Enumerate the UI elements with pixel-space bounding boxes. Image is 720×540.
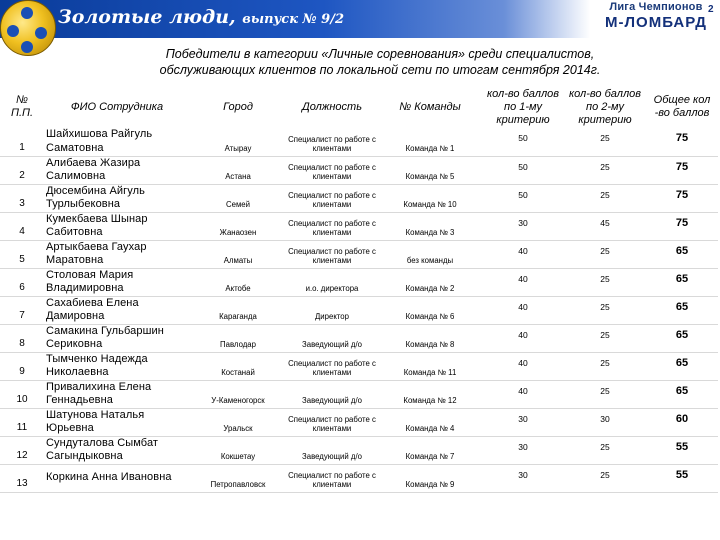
cell-num: 10 xyxy=(16,393,28,405)
header-name: ФИО Сотрудника xyxy=(70,100,164,113)
cell-city: Астана xyxy=(225,171,251,181)
table-row xyxy=(0,436,718,464)
cell-name: Шатунова Наталья Юрьевна xyxy=(46,408,145,434)
cell-num: 11 xyxy=(16,421,28,433)
cell-team: Команда № 2 xyxy=(405,283,455,293)
table-row xyxy=(0,380,718,408)
cell-s2: 25 xyxy=(600,273,610,284)
logo-line-2: М-ЛОМБАРД xyxy=(605,14,707,31)
table-row xyxy=(0,268,718,296)
cell-num: 1 xyxy=(19,141,25,153)
cell-name: Коркина Анна Ивановна xyxy=(46,471,172,484)
table-row xyxy=(0,296,718,324)
table-row xyxy=(0,128,718,156)
cell-position: Заведующий д/о xyxy=(302,340,362,349)
cell-s2: 25 xyxy=(600,189,610,200)
cell-total: 55 xyxy=(675,440,689,453)
cell-name: Привалихина Елена Геннадьевна xyxy=(46,380,152,406)
cell-total: 60 xyxy=(675,412,689,425)
cell-s1: 50 xyxy=(518,133,528,143)
cell-city: Атырау xyxy=(224,143,252,153)
cell-city: Петропавловск xyxy=(210,479,266,489)
cell-s1: 40 xyxy=(518,273,528,284)
winners-table xyxy=(0,86,718,493)
cell-team: Команда № 10 xyxy=(403,199,457,209)
cell-team: Команда № 9 xyxy=(405,479,455,489)
page-number: 2 xyxy=(708,4,714,15)
header-position: Должность xyxy=(301,100,362,113)
cell-s2: 30 xyxy=(600,413,610,424)
cell-position: Специалист по работе с клиентами xyxy=(288,414,376,433)
header-score1: кол-во баллов по 1-му критерию xyxy=(486,87,560,126)
cell-num: 3 xyxy=(19,197,25,209)
cell-city: Уральск xyxy=(223,423,253,433)
cell-team: Команда № 4 xyxy=(405,423,455,433)
cell-total: 65 xyxy=(675,244,689,257)
newsletter-title: Золотые люди, выпуск № 9/2 xyxy=(58,6,345,28)
football-logo-icon xyxy=(0,0,56,56)
cell-position: и.о. директора xyxy=(305,284,359,293)
cell-s1: 30 xyxy=(518,469,528,480)
table-row xyxy=(0,212,718,240)
cell-city: Алматы xyxy=(223,255,253,265)
cell-name: Алибаева Жазира Салимовна xyxy=(46,156,141,182)
cell-s1: 30 xyxy=(518,413,528,424)
cell-team: Команда № 1 xyxy=(405,143,455,153)
cell-team: Команда № 11 xyxy=(403,367,457,377)
cell-s2: 25 xyxy=(600,301,610,312)
cell-position: Заведующий д/о xyxy=(302,396,362,405)
cell-position: Заведующий д/о xyxy=(302,452,362,461)
table-row xyxy=(0,324,718,352)
cell-team: Команда № 12 xyxy=(403,395,457,405)
cell-num: 6 xyxy=(19,281,25,293)
cell-name: Самакина Гульбаршин Сериковна xyxy=(46,324,164,350)
cell-num: 7 xyxy=(19,309,25,321)
cell-city: Костанай xyxy=(221,367,255,377)
cell-s2: 25 xyxy=(600,245,610,256)
cell-num: 5 xyxy=(19,253,25,265)
cell-team: Команда № 8 xyxy=(405,339,455,349)
cell-team: Команда № 6 xyxy=(405,311,455,321)
cell-total: 65 xyxy=(675,356,689,369)
cell-total: 75 xyxy=(675,216,689,229)
table-row xyxy=(0,352,718,380)
cell-s1: 40 xyxy=(518,245,528,256)
header-city: Город xyxy=(223,100,253,113)
page-subtitle xyxy=(80,46,680,78)
cell-s1: 40 xyxy=(518,385,528,396)
cell-s2: 25 xyxy=(600,357,610,368)
cell-city: Актобе xyxy=(225,283,251,293)
cell-city: Кокшетау xyxy=(220,451,256,461)
cell-name: Артыкбаева Гаухар Маратовна xyxy=(46,240,147,266)
cell-name: Дюсембина Айгуль Турлыбековна xyxy=(46,184,145,210)
cell-total: 75 xyxy=(675,132,689,144)
cell-position: Специалист по работе с клиентами xyxy=(288,162,376,181)
cell-position: Специалист по работе с клиентами xyxy=(288,470,376,489)
cell-s2: 25 xyxy=(600,161,610,172)
cell-num: 2 xyxy=(19,169,25,181)
cell-s2: 25 xyxy=(600,441,610,452)
cell-s1: 30 xyxy=(518,441,528,452)
table-row xyxy=(0,408,718,436)
cell-s2: 25 xyxy=(600,469,610,480)
table-row xyxy=(0,464,718,492)
cell-num: 12 xyxy=(16,449,28,461)
cell-team: без команды xyxy=(406,255,454,265)
header-team: № Команды xyxy=(399,100,461,113)
cell-position: Специалист по работе с клиентами xyxy=(288,246,376,265)
cell-s2: 25 xyxy=(600,385,610,396)
cell-s2: 25 xyxy=(600,133,610,143)
cell-s1: 50 xyxy=(518,189,528,200)
cell-num: 9 xyxy=(19,365,25,377)
cell-total: 65 xyxy=(675,328,689,341)
cell-team: Команда № 7 xyxy=(405,451,455,461)
cell-s1: 40 xyxy=(518,357,528,368)
cell-team: Команда № 3 xyxy=(405,227,455,237)
cell-num: 13 xyxy=(16,477,28,489)
cell-s2: 25 xyxy=(600,329,610,340)
cell-name: Столовая Мария Владимировна xyxy=(46,268,134,294)
cell-s1: 50 xyxy=(518,161,528,172)
cell-total: 75 xyxy=(675,188,689,201)
cell-s1: 40 xyxy=(518,301,528,312)
table-row xyxy=(0,156,718,184)
cell-position: Специалист по работе с клиентами xyxy=(288,358,376,377)
cell-name: Сахабиева Елена Дамировна xyxy=(46,296,139,322)
header-num: № П.П. xyxy=(10,94,34,119)
subtitle-line-1: Победители в категории «Личные соревнования» среди специалистов, xyxy=(165,47,595,61)
cell-total: 75 xyxy=(675,160,689,173)
cell-total: 65 xyxy=(675,272,689,285)
header-total: Общее кол -во баллов xyxy=(653,94,711,119)
table-row xyxy=(0,184,718,212)
cell-name: Сундуталова Сымбат Сагындыковна xyxy=(46,436,159,462)
cell-s1: 40 xyxy=(518,329,528,340)
cell-position: Директор xyxy=(315,312,349,321)
cell-city: Караганда xyxy=(219,311,257,321)
cell-city: Жанаозен xyxy=(219,227,257,237)
brand-logo xyxy=(602,1,710,35)
cell-num: 8 xyxy=(19,337,25,349)
table-row xyxy=(0,240,718,268)
cell-city: У-Каменогорск xyxy=(211,395,265,405)
subtitle-line-2: обслуживающих клиентов по локальной сети по итогам сентября 2014г. xyxy=(159,63,601,77)
cell-s2: 45 xyxy=(600,217,610,228)
cell-total: 65 xyxy=(675,384,689,397)
cell-name: Тымченко Надежда Николаевна xyxy=(46,352,148,378)
cell-total: 65 xyxy=(675,300,689,313)
cell-position: Специалист по работе с клиентами xyxy=(288,218,376,237)
cell-city: Павлодар xyxy=(220,339,256,349)
cell-position: Специалист по работе с клиентами xyxy=(288,190,376,209)
cell-team: Команда № 5 xyxy=(405,171,455,181)
cell-position: Специалист по работе с клиентами xyxy=(288,134,376,153)
cell-total: 55 xyxy=(675,468,689,481)
cell-s1: 30 xyxy=(518,217,528,228)
logo-line-1: Лига Чемпионов xyxy=(609,1,703,13)
table-header-row xyxy=(0,86,718,128)
cell-city: Семей xyxy=(225,199,251,209)
cell-name: Шайхишова Райгуль Саматовна xyxy=(46,128,153,154)
header-score2: кол-во баллов по 2-му критерию xyxy=(568,87,642,126)
cell-num: 4 xyxy=(19,225,25,237)
cell-name: Кумекбаева Шынар Сабитовна xyxy=(46,212,148,238)
